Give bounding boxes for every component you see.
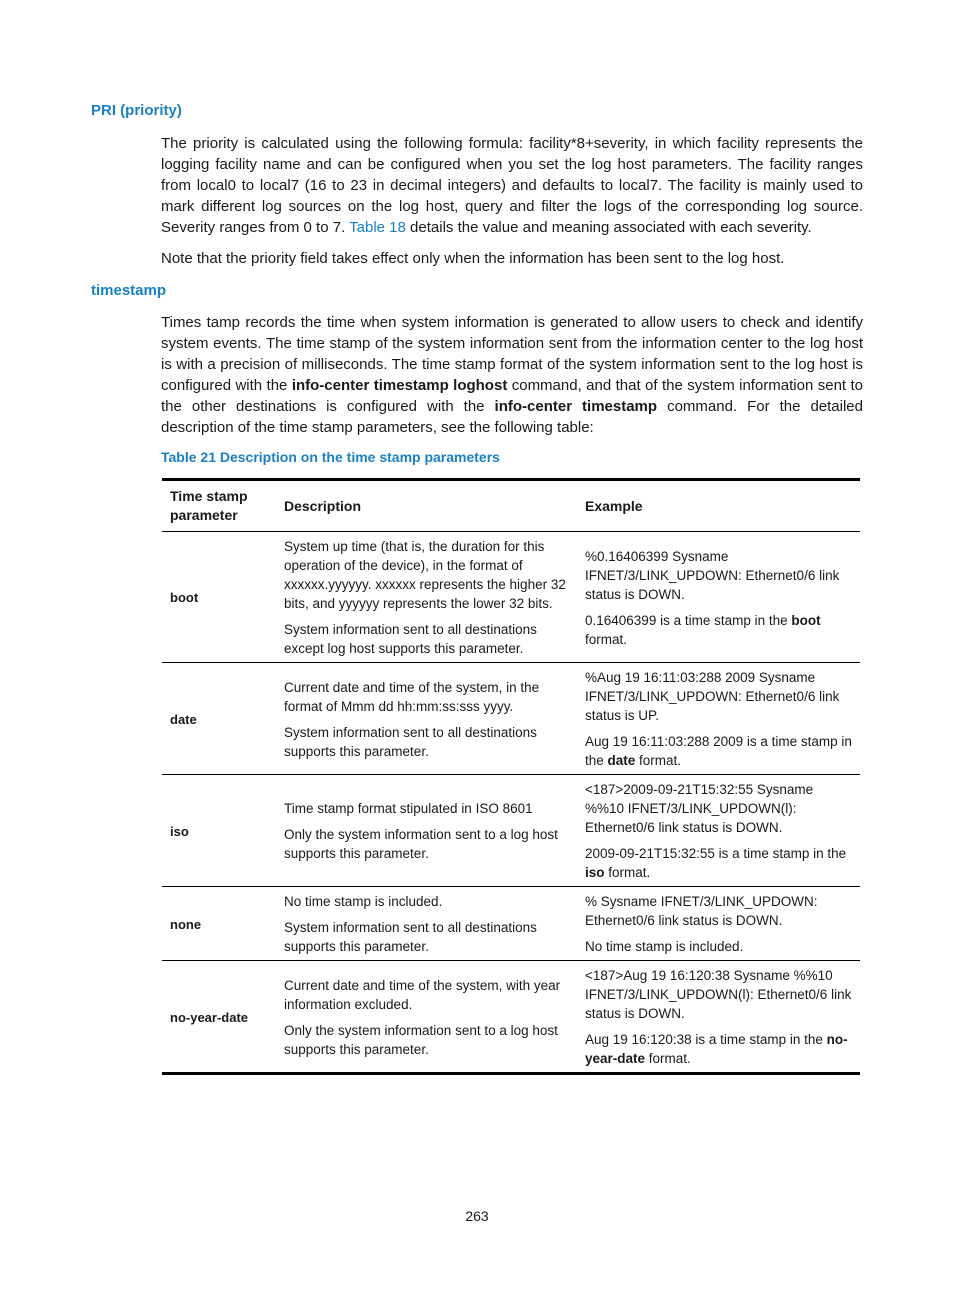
- table-row: [162, 961, 860, 1074]
- desc-text: Only the system information sent to a log host supports this parameter.: [284, 1022, 558, 1057]
- param-cell: no-year-date: [170, 1009, 249, 1025]
- table-row: [162, 775, 860, 887]
- desc-text: Current date and time of the system, with year information excluded.: [284, 977, 561, 1012]
- desc-text: No time stamp is included.: [284, 894, 443, 909]
- table-row: [162, 663, 860, 775]
- timestamp-paragraph: [161, 312, 863, 438]
- desc-text: System information sent to all destinations supports this parameter.: [284, 724, 537, 759]
- section-heading-timestamp: timestamp: [91, 282, 167, 299]
- desc-text: System up time (that is, the duration for this operation of the device), in the format of xxxxxx.yyyyyy. xxxxxx represents the higher 32 bits, and yyyyyy represents the lower 32 bits.: [284, 539, 566, 611]
- desc-text: System information sent to all destinations supports this parameter.: [284, 920, 537, 954]
- text: details the value and meaning associated with each severity.: [405, 219, 812, 236]
- table-18-link[interactable]: Table 18: [349, 219, 406, 236]
- table-header-row: [162, 480, 860, 532]
- example-cell: [577, 663, 860, 775]
- priority-note-paragraph: Note that the priority field takes effect only when the information has been sent to the log host.: [161, 250, 785, 267]
- example-text: %Aug 19 16:11:03:288 2009 Sysname IFNET/3/LINK_UPDOWN: Ethernet0/6 link status is UP.: [585, 670, 840, 723]
- header-example: Example: [577, 480, 860, 532]
- table-caption: Table 21 Description on the time stamp parameters: [161, 449, 500, 465]
- example-cell: [577, 532, 860, 663]
- example-note: 2009-09-21T15:32:55 is a time stamp in the iso format.: [585, 846, 847, 880]
- desc-text: Time stamp format stipulated in ISO 8601: [284, 801, 533, 816]
- description-cell: [276, 663, 577, 775]
- desc-text: Current date and time of the system, in the format of Mmm dd hh:mm:ss:sss yyyy.: [284, 679, 540, 714]
- example-note: Aug 19 16:11:03:288 2009 is a time stamp in the date format.: [585, 734, 852, 768]
- section-heading-priority: PRI (priority): [91, 102, 182, 119]
- text: Times tamp records the time when system information is generated to allow users to check and identify system events. The time stamp of the system information sent from the information center to the log host is with a precision of milliseconds. The time stamp format of the system information sent to the log host is configured with the: [161, 314, 863, 394]
- header-description: Description: [276, 480, 577, 532]
- example-cell: [577, 775, 860, 887]
- table-row: [162, 887, 860, 961]
- example-cell: [577, 887, 860, 961]
- param-cell: boot: [162, 532, 276, 663]
- timestamp-parameters-table: [162, 478, 860, 1075]
- header-parameter: Time stamp parameter: [162, 480, 276, 532]
- example-note: 0.16406399 is a time stamp in the boot format.: [585, 612, 821, 647]
- table-row: [162, 532, 860, 663]
- param-cell: iso: [162, 775, 276, 887]
- description-cell: [276, 961, 577, 1074]
- desc-text: Only the system information sent to a log host supports this parameter.: [284, 827, 558, 861]
- text: command. For the detailed description of the time stamp parameters, see the following table:: [161, 398, 863, 436]
- description-cell: [276, 532, 577, 663]
- text: command, and that of the system information sent to the other destinations is configured with the: [161, 377, 863, 415]
- page-number: 263: [465, 1208, 489, 1224]
- desc-text: System information sent to all destinations except log host supports this parameter.: [284, 622, 537, 656]
- description-cell: [276, 887, 577, 961]
- example-note: Aug 19 16:120:38 is a time stamp in the no-year-date format.: [585, 1032, 848, 1066]
- description-cell: [276, 775, 577, 887]
- param-cell: date: [162, 663, 276, 775]
- example-text: <187>2009-09-21T15:32:55 Sysname %%10 IFNET/3/LINK_UPDOWN(l): Ethernet0/6 link status is DOWN.: [585, 782, 814, 835]
- priority-paragraph: [161, 133, 863, 238]
- command-timestamp: info-center timestamp: [494, 398, 658, 415]
- text: The priority is calculated using the following formula: facility*8+severity, in which facility represents the logging facility name and can be configured when you set the log host parameters. The facility ranges from local0 to local7 (16 to 23 in decimal integers) and defaults to local7. The facility is mainly used to mark different log sources on the log host, query and filter the logs of the corresponding log source. Severity ranges from 0 to 7.: [161, 135, 863, 236]
- command-loghost: info-center timestamp loghost: [291, 377, 508, 394]
- example-note: No time stamp is included.: [585, 939, 744, 954]
- param-cell: none: [162, 887, 276, 961]
- example-text: %0.16406399 Sysname IFNET/3/LINK_UPDOWN: Ethernet0/6 link status is DOWN.: [585, 548, 840, 602]
- example-cell: [577, 961, 860, 1074]
- example-text: <187>Aug 19 16:120:38 Sysname %%10 IFNET/3/LINK_UPDOWN(l): Ethernet0/6 link status is DOWN.: [585, 968, 852, 1021]
- example-text: % Sysname IFNET/3/LINK_UPDOWN: Ethernet0/6 link status is DOWN.: [585, 894, 818, 928]
